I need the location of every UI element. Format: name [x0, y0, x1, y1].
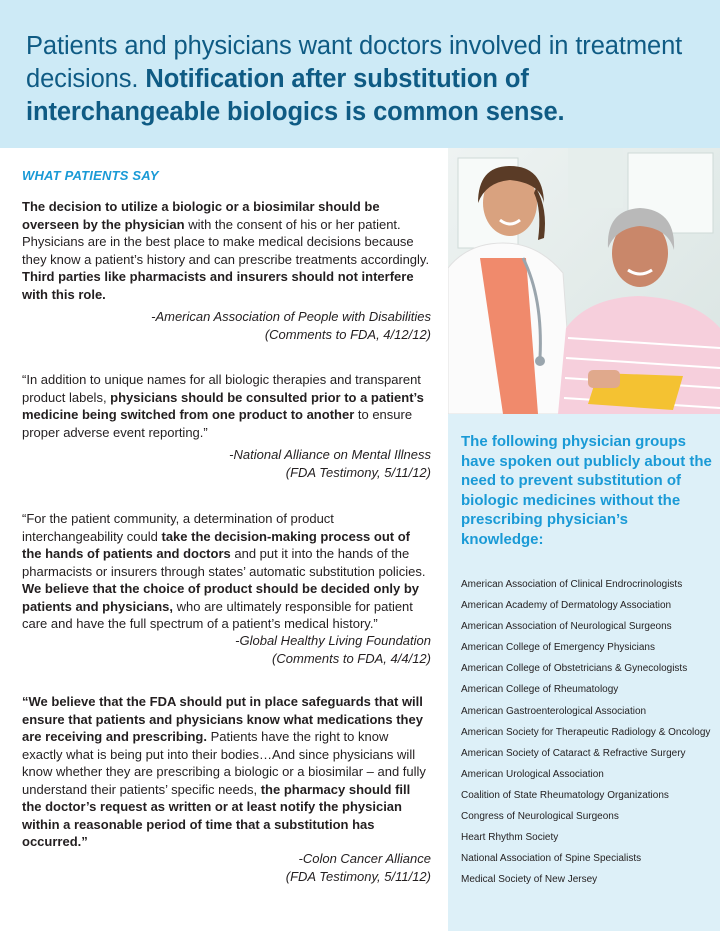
list-item: American College of Emergency Physicians: [461, 642, 655, 654]
quote-text-bold: Third parties like pharmacists and insurers should not interfere with this role.: [22, 269, 414, 302]
quote-text-bold: physicians should be consulted prior to a patient’s medicine being switched from one product to another: [22, 389, 424, 422]
attribution-detail: (FDA Testimony, 5/11/12): [285, 868, 431, 884]
list-item: Medical Society of New Jersey: [461, 874, 598, 886]
quote-text: to ensure proper adverse event reporting.”: [22, 407, 413, 440]
quote-text: Patients have the right to know exactly what is being put into their bodies…And since physicians will know whether they are prescribing a biologic or a biosimilar – and fully understand their patients’ specific needs,: [22, 729, 426, 797]
list-item: American Association of Neurological Surgeons: [461, 621, 672, 633]
quote-aapd: [22, 198, 432, 303]
quote-cca: [22, 693, 432, 851]
attribution-detail: (Comments to FDA, 4/12/12): [264, 326, 431, 342]
section-title: WHAT PATIENTS SAY: [22, 168, 159, 183]
attribution-source: -National Alliance on Mental Illness: [229, 447, 431, 462]
quote-text-bold: “We believe that the FDA should put in place safeguards that will ensure that patients and physicians know what medications they are receiving and prescribing.: [22, 694, 423, 744]
list-item: American College of Obstetricians & Gynecologists: [461, 663, 688, 675]
quote-text: and put it into the hands of the pharmacists or insurers through states’ automatic substitution policies.: [22, 546, 426, 579]
quote-text-bold: the pharmacy should fill the doctor’s request as written or at least notify the physician within a reasonable period of time that a substitution has occurred.”: [22, 781, 411, 849]
quote-ghlf: [22, 510, 432, 633]
attribution-source: -Colon Cancer Alliance: [298, 851, 431, 866]
quote-text-bold: take the decision-making process out of the hands of patients and doctors: [22, 528, 410, 561]
list-item: American Society for Therapeutic Radiology & Oncology: [461, 726, 711, 738]
list-item: Coalition of State Rheumatology Organizations: [461, 789, 669, 801]
doctor-patient-photo: [448, 148, 720, 414]
quote-attribution: [31, 308, 431, 343]
quote-text-bold: We believe that the choice of product should be decided only by patients and physicians,: [22, 581, 420, 614]
list-item: American Urological Association: [461, 768, 604, 780]
list-item: American Association of Clinical Endrocrinologists: [461, 579, 683, 590]
list-item: Heart Rhythm Society: [461, 832, 559, 844]
quote-text: who are ultimately responsible for patient care and have the full spectrum of a patient’s medical history.”: [22, 598, 413, 631]
physician-groups-panel: [448, 414, 720, 931]
attribution-detail: (FDA Testimony, 5/11/12): [285, 464, 431, 480]
list-item: American Society of Cataract & Refractive Surgery: [461, 747, 686, 759]
quote-text-bold: The decision to utilize a biologic or a biosimilar should be overseen by the physician: [22, 199, 380, 232]
quote-text: “In addition to unique names for all biologic therapies and transparent product labels,: [22, 372, 421, 405]
header-banner: [0, 0, 720, 148]
quote-attribution: [31, 632, 431, 667]
attribution-detail: (Comments to FDA, 4/4/12): [272, 650, 431, 666]
attribution-source: -Global Healthy Living Foundation: [235, 633, 431, 648]
attribution-source: -American Association of People with Disabilities: [151, 309, 431, 324]
list-item: Congress of Neurological Surgeons: [461, 811, 619, 823]
quote-text: “For the patient community, a determination of product interchangeability could: [22, 511, 334, 544]
panel-heading: The following physician groups have spoken out publicly about the need to prevent substitution of biologic medicines without the prescribing physician’s knowledge:: [461, 433, 712, 548]
list-item: American Gastroenterological Association: [461, 705, 647, 717]
quote-attribution: [31, 446, 431, 481]
quote-nami: [22, 371, 432, 441]
list-item: National Association of Spine Specialists: [461, 853, 642, 865]
physician-groups-list: [461, 574, 712, 890]
banner-headline: [26, 30, 700, 129]
list-item: American Academy of Dermatology Association: [461, 600, 672, 612]
banner-lead: Patients and physicians want doctors involved in treatment decisions.: [26, 32, 683, 93]
quote-text: with the consent of his or her patient. Physicians are in the best place to make medical decisions because they know a patient’s history and can prescribe treatments accordingly.: [22, 216, 430, 267]
banner-emphasis: Notification after substitution of interchangeable biologics is common sense.: [26, 65, 565, 126]
list-item: American College of Rheumatology: [461, 684, 619, 696]
quote-attribution: [31, 850, 431, 885]
